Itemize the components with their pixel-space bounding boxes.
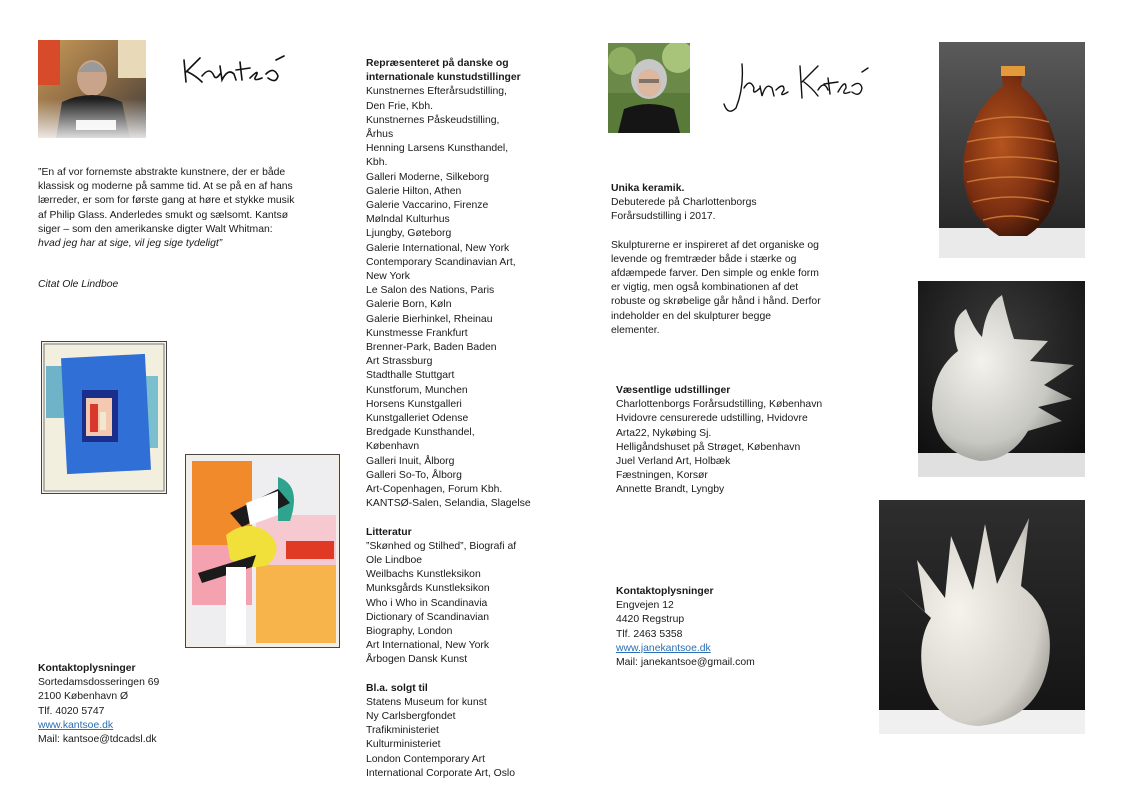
- description-line: afdæmpede farver. Den simple og enkle form: [611, 268, 819, 280]
- contact-mail: Mail: janekantsoe@gmail.com: [616, 657, 755, 669]
- ceramicist-portrait-photo: [608, 43, 690, 133]
- exhibition-item: Bredgade Kunsthandel,: [366, 427, 475, 439]
- contact-title: Kontaktoplysninger: [616, 586, 714, 597]
- ceramics-exhibitions-list: [616, 398, 856, 497]
- exhibitions-heading: Repræsenteret på danske og internationale kunstudstillinger: [366, 58, 521, 84]
- website-link[interactable]: www.kantsoe.dk: [38, 719, 114, 731]
- exhibition-item: Århus: [366, 129, 394, 141]
- exhibition-item: Kunstnernes Påskeudstilling,: [366, 114, 500, 126]
- literature-item: Dictionary of Scandinavian: [366, 611, 490, 623]
- ceramic-white-flower-photo: [918, 281, 1085, 477]
- exhibitions-list: [366, 85, 546, 511]
- quote-text: ”En af vor fornemste abstrakte kunstnere, der er både klassisk og moderne på samme tid. At se på en af hans lærreder, er som for første gang at høre et stykke musik af Philip Glass. Anderledes smukt og sælsomt. Kantsø siger – som den amerikanske digter Walt Whitman:: [38, 167, 295, 235]
- exhibition-item: New York: [366, 271, 410, 283]
- unika-line: Debuterede på Charlottenborgs: [611, 197, 757, 209]
- description-line: levende og fremtræder både i stærke og: [611, 253, 797, 265]
- sold-heading: Bl.a. solgt til: [366, 682, 428, 694]
- exhibition-item: Kunstgalleriet Odense: [366, 413, 469, 425]
- exhibition-item: Art-Copenhagen, Forum Kbh.: [366, 484, 503, 496]
- quote-citation: Citat Ole Lindboe: [38, 279, 119, 290]
- exhibition-item: Kunstmesse Frankfurt: [366, 327, 468, 339]
- exhibition-item: Den Frie, Kbh.: [366, 100, 433, 112]
- contact-title: Kontaktoplysninger: [38, 663, 136, 674]
- exhibition-item: Ljungby, Gøteborg: [366, 228, 452, 240]
- exhibition-item: Galerie International, New York: [366, 242, 510, 254]
- ceramics-exhibition-item: Arta22, Nykøbing Sj.: [616, 427, 712, 439]
- artist1-contact: [38, 662, 159, 747]
- artist-quote: [38, 166, 298, 251]
- description-line: er vigtig, men også kombinationen af det: [611, 282, 799, 294]
- exhibition-item: København: [366, 441, 420, 453]
- sold-list: [366, 696, 546, 781]
- contact-address-line1: Sortedamsdosseringen 69: [38, 677, 160, 689]
- exhibition-item: Galerie Born, Køln: [366, 299, 452, 311]
- artist-portrait-photo: [38, 40, 146, 138]
- literature-item: Biography, London: [366, 625, 453, 637]
- unika-section: [611, 182, 851, 338]
- exhibition-item: Kbh.: [366, 157, 388, 169]
- exhibition-item: Le Salon des Nations, Paris: [366, 285, 495, 297]
- literature-item: Weilbachs Kunstleksikon: [366, 569, 481, 581]
- description-text: [611, 239, 851, 338]
- description-line: elementer.: [611, 324, 660, 336]
- contact-address-line2: 4420 Regstrup: [616, 614, 685, 626]
- contact-phone: Tlf. 4020 5747: [38, 705, 105, 717]
- literature-item: Who i Who in Scandinavia: [366, 597, 488, 609]
- literature-item: Årbogen Dansk Kunst: [366, 654, 468, 666]
- exhibition-item: Mølndal Kulturhus: [366, 214, 450, 226]
- ceramics-exhibition-item: Juel Verland Art, Holbæk: [616, 456, 731, 468]
- exhibition-item: Horsens Kunstgalleri: [366, 398, 462, 410]
- contact-address-line2: 2100 København Ø: [38, 691, 129, 703]
- ceramics-exhibition-item: Charlottenborgs Forårsudstilling, København: [616, 399, 823, 411]
- contact-address-line1: Engvejen 12: [616, 600, 674, 612]
- exhibition-item: Galleri Moderne, Silkeborg: [366, 171, 490, 183]
- ceramicist-signature: [722, 58, 872, 118]
- painting-blue-abstract: [41, 341, 167, 494]
- exhibition-item: Galerie Vaccarino, Firenze: [366, 200, 489, 212]
- literature-item: Art International, New York: [366, 640, 490, 652]
- literature-heading: Litteratur: [366, 526, 412, 538]
- exhibition-item: Art Strassburg: [366, 356, 433, 368]
- sold-item: Kulturministeriet: [366, 739, 441, 751]
- exhibition-item: Kunstnernes Efterårsudstilling,: [366, 86, 507, 98]
- ceramics-exhibitions-heading: Væsentlige udstillinger: [616, 385, 731, 396]
- sold-item: Statens Museum for kunst: [366, 696, 487, 708]
- exhibition-item: Kunstforum, Munchen: [366, 384, 468, 396]
- sold-item: Ny Carlsbergfondet: [366, 710, 456, 722]
- literature-list: [366, 540, 546, 668]
- exhibition-item: KANTSØ-Salen, Selandia, Slagelse: [366, 498, 531, 510]
- unika-line: Forårsudstilling i 2017.: [611, 211, 716, 223]
- description-line: indeholder en del skulpturer begge: [611, 310, 772, 322]
- exhibition-item: Galleri Inuit, Ålborg: [366, 455, 455, 467]
- literature-item: ”Skønhed og Stilhed”, Biografi af: [366, 540, 517, 552]
- exhibition-item: Galerie Bierhinkel, Rheinau: [366, 313, 493, 325]
- website-link[interactable]: www.janekantsoe.dk: [616, 642, 711, 654]
- unika-heading: Unika keramik.: [611, 183, 685, 194]
- exhibition-item: Contemporary Scandinavian Art,: [366, 256, 516, 268]
- sold-item: London Contemporary Art: [366, 753, 485, 765]
- sold-item: Trafikministeriet: [366, 725, 439, 737]
- ceramics-exhibition-item: Hvidovre censurerede udstilling, Hvidovre: [616, 413, 808, 425]
- exhibition-item: Galleri So-To, Ålborg: [366, 469, 462, 481]
- ceramics-exhibition-item: Fæstningen, Korsør: [616, 470, 708, 482]
- exhibition-item: Galerie Hilton, Athen: [366, 185, 462, 197]
- ceramics-exhibition-item: Helligåndshuset på Strøget, København: [616, 441, 801, 453]
- painting-orange-abstract: [185, 454, 340, 648]
- exhibition-item: Stadthalle Stuttgart: [366, 370, 455, 382]
- description-line: Skulpturerne er inspireret af det organiske og: [611, 239, 819, 251]
- exhibition-item: Henning Larsens Kunsthandel,: [366, 143, 509, 155]
- ceramics-exhibitions-section: [616, 384, 856, 498]
- literature-item: Munksgårds Kunstleksikon: [366, 583, 490, 595]
- description-line: robuste og skrøbelige går hånd i hånd. Derfor: [611, 296, 821, 308]
- artist2-contact: [616, 585, 755, 670]
- sold-item: International Corporate Art, Oslo: [366, 767, 516, 779]
- exhibitions-section: [366, 57, 546, 781]
- contact-phone: Tlf. 2463 5358: [616, 628, 683, 640]
- exhibition-item: Brenner-Park, Baden Baden: [366, 342, 497, 354]
- artist-signature: [180, 52, 315, 88]
- ceramics-exhibition-item: Annette Brandt, Lyngby: [616, 484, 725, 496]
- ceramic-white-spiked-vase-photo: [879, 500, 1085, 734]
- contact-mail: Mail: kantsoe@tdcadsl.dk: [38, 734, 157, 746]
- quote-italic-text: hvad jeg har at sige, vil jeg sige tydeligt”: [38, 238, 223, 250]
- literature-item: Ole Lindboe: [366, 554, 423, 566]
- ceramic-vase-brown-photo: [939, 42, 1085, 258]
